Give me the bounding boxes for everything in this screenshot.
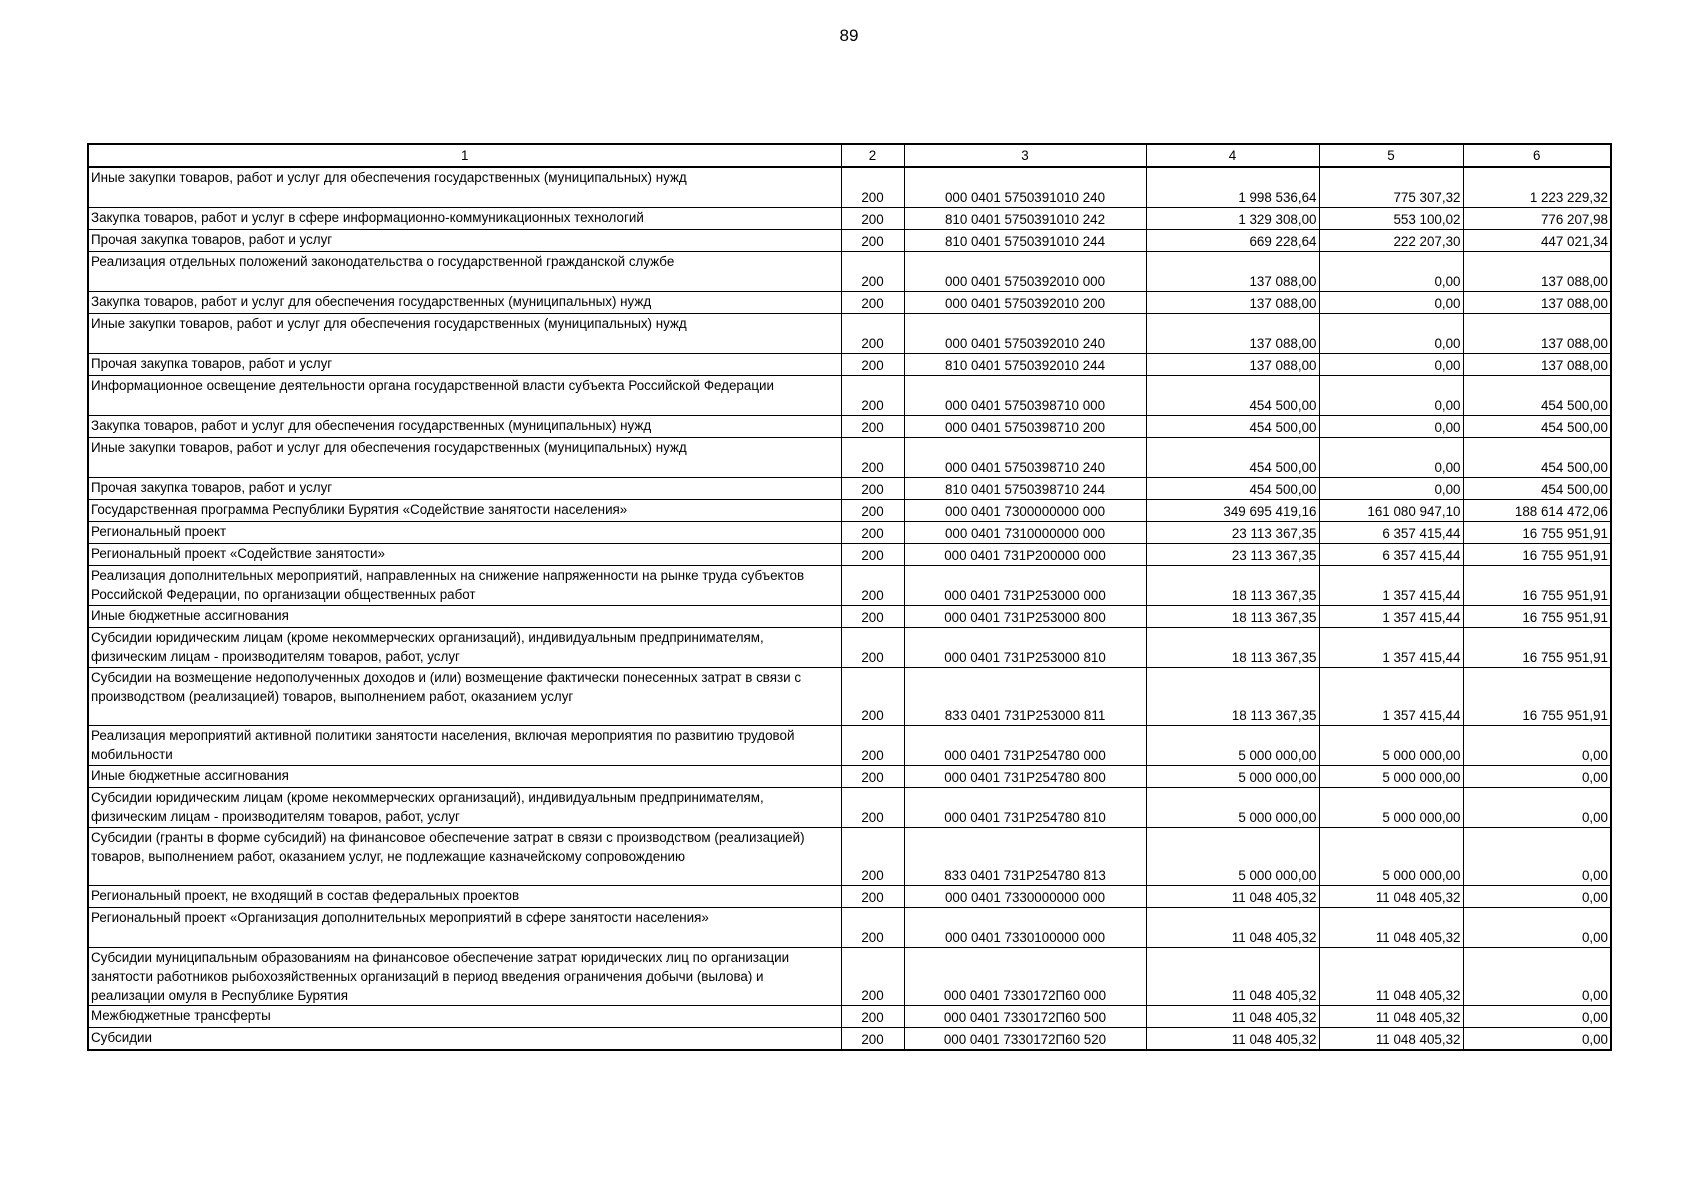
row-col-2: 200: [841, 416, 904, 438]
row-col-5: 5 000 000,00: [1319, 726, 1463, 766]
row-code: 833 0401 731P254780 813: [904, 828, 1146, 886]
row-name: Прочая закупка товаров, работ и услуг: [88, 478, 841, 500]
row-col-6: 0,00: [1463, 908, 1611, 948]
header-row: [88, 144, 1611, 167]
row-col-4: 5 000 000,00: [1146, 788, 1319, 828]
row-code: 000 0401 731P253000 000: [904, 566, 1146, 606]
row-name: Государственная программа Республики Бурятия «Содействие занятости населения»: [88, 500, 841, 522]
row-col-2: 200: [841, 828, 904, 886]
table-row: [88, 828, 1611, 886]
row-col-4: 23 113 367,35: [1146, 544, 1319, 566]
table-row: [88, 908, 1611, 948]
row-col-5: 161 080 947,10: [1319, 500, 1463, 522]
row-col-2: 200: [841, 566, 904, 606]
row-col-2: 200: [841, 208, 904, 230]
table-row: [88, 438, 1611, 478]
row-col-5: 5 000 000,00: [1319, 766, 1463, 788]
row-name: Иные закупки товаров, работ и услуг для обеспечения государственных (муниципальных) нужд: [88, 167, 841, 208]
row-name: Прочая закупка товаров, работ и услуг: [88, 354, 841, 376]
row-name: Иные бюджетные ассигнования: [88, 606, 841, 628]
row-col-4: 1 998 536,64: [1146, 167, 1319, 208]
row-name: Закупка товаров, работ и услуг для обеспечения государственных (муниципальных) нужд: [88, 416, 841, 438]
row-col-2: 200: [841, 1006, 904, 1028]
row-col-6: 137 088,00: [1463, 354, 1611, 376]
row-col-5: 11 048 405,32: [1319, 886, 1463, 908]
row-name: Реализация отдельных положений законодательства о государственной гражданской службе: [88, 252, 841, 292]
row-col-4: 11 048 405,32: [1146, 948, 1319, 1006]
row-code: 000 0401 5750398710 200: [904, 416, 1146, 438]
row-col-5: 553 100,02: [1319, 208, 1463, 230]
row-name: Субсидии (гранты в форме субсидий) на финансовое обеспечение затрат в связи с производством (реализацией) товаров, выполнением работ, оказанием услуг, не подлежащие казначейскому сопровождению: [88, 828, 841, 886]
row-col-5: 222 207,30: [1319, 230, 1463, 252]
row-name: Региональный проект, не входящий в состав федеральных проектов: [88, 886, 841, 908]
row-name: Субсидии муниципальным образованиям на финансовое обеспечение затрат юридических лиц по организации занятости работников рыбохозяйственных организаций в период введения ограничения добычи (вылова) и реализации омуля в Республике Бурятия: [88, 948, 841, 1006]
row-col-2: 200: [841, 478, 904, 500]
row-col-5: 0,00: [1319, 376, 1463, 416]
table-row: [88, 522, 1611, 544]
row-col-5: 0,00: [1319, 252, 1463, 292]
row-col-4: 349 695 419,16: [1146, 500, 1319, 522]
row-col-6: 0,00: [1463, 788, 1611, 828]
row-col-4: 137 088,00: [1146, 252, 1319, 292]
header-col-4: 4: [1146, 144, 1319, 167]
row-col-5: 1 357 415,44: [1319, 628, 1463, 668]
row-col-4: 11 048 405,32: [1146, 1006, 1319, 1028]
row-col-2: 200: [841, 292, 904, 314]
table-row: [88, 314, 1611, 354]
table-row: [88, 766, 1611, 788]
row-col-4: 18 113 367,35: [1146, 628, 1319, 668]
row-col-2: 200: [841, 908, 904, 948]
row-code: 000 0401 731P253000 810: [904, 628, 1146, 668]
table-row: [88, 544, 1611, 566]
row-col-4: 454 500,00: [1146, 478, 1319, 500]
row-col-6: 16 755 951,91: [1463, 668, 1611, 726]
row-code: 000 0401 7330172П60 500: [904, 1006, 1146, 1028]
row-code: 000 0401 731P253000 800: [904, 606, 1146, 628]
row-col-2: 200: [841, 438, 904, 478]
row-col-2: 200: [841, 1028, 904, 1051]
table-row: [88, 416, 1611, 438]
row-col-2: 200: [841, 628, 904, 668]
row-col-5: 0,00: [1319, 354, 1463, 376]
row-code: 000 0401 7300000000 000: [904, 500, 1146, 522]
row-col-2: 200: [841, 230, 904, 252]
header-col-6: 6: [1463, 144, 1611, 167]
budget-table: [87, 143, 1612, 1051]
row-col-6: 16 755 951,91: [1463, 566, 1611, 606]
row-name: Иные закупки товаров, работ и услуг для обеспечения государственных (муниципальных) нужд: [88, 314, 841, 354]
row-code: 000 0401 5750392010 000: [904, 252, 1146, 292]
row-col-4: 23 113 367,35: [1146, 522, 1319, 544]
row-col-6: 16 755 951,91: [1463, 628, 1611, 668]
row-col-2: 200: [841, 354, 904, 376]
table-row: [88, 292, 1611, 314]
row-col-2: 200: [841, 886, 904, 908]
row-col-4: 11 048 405,32: [1146, 886, 1319, 908]
row-name: Субсидии юридическим лицам (кроме некоммерческих организаций), индивидуальным предпринимателям, физическим лицам - производителям товаров, работ, услуг: [88, 788, 841, 828]
table-row: [88, 1006, 1611, 1028]
row-col-2: 200: [841, 668, 904, 726]
row-col-4: 18 113 367,35: [1146, 606, 1319, 628]
row-col-5: 6 357 415,44: [1319, 522, 1463, 544]
row-col-6: 454 500,00: [1463, 438, 1611, 478]
row-col-6: 137 088,00: [1463, 314, 1611, 354]
table-row: [88, 886, 1611, 908]
row-name: Региональный проект: [88, 522, 841, 544]
row-col-5: 775 307,32: [1319, 167, 1463, 208]
table-row: [88, 606, 1611, 628]
row-col-6: 0,00: [1463, 828, 1611, 886]
row-code: 000 0401 731P200000 000: [904, 544, 1146, 566]
table-row: [88, 1028, 1611, 1051]
row-col-2: 200: [841, 522, 904, 544]
row-code: 000 0401 731P254780 800: [904, 766, 1146, 788]
row-col-6: 776 207,98: [1463, 208, 1611, 230]
row-col-5: 0,00: [1319, 416, 1463, 438]
row-col-6: 0,00: [1463, 1028, 1611, 1051]
header-col-5: 5: [1319, 144, 1463, 167]
row-code: 810 0401 5750392010 244: [904, 354, 1146, 376]
row-code: 833 0401 731P253000 811: [904, 668, 1146, 726]
header-col-2: 2: [841, 144, 904, 167]
table-row: [88, 566, 1611, 606]
row-code: 000 0401 731P254780 000: [904, 726, 1146, 766]
header-col-3: 3: [904, 144, 1146, 167]
row-col-2: 200: [841, 376, 904, 416]
row-code: 000 0401 7330172П60 520: [904, 1028, 1146, 1051]
table-row: [88, 252, 1611, 292]
row-col-2: 200: [841, 500, 904, 522]
row-code: 000 0401 5750392010 240: [904, 314, 1146, 354]
row-name: Реализация мероприятий активной политики занятости населения, включая мероприятия по развитию трудовой мобильности: [88, 726, 841, 766]
table-row: [88, 726, 1611, 766]
row-col-2: 200: [841, 766, 904, 788]
table-row: [88, 948, 1611, 1006]
table-row: [88, 668, 1611, 726]
row-col-4: 137 088,00: [1146, 354, 1319, 376]
row-col-5: 11 048 405,32: [1319, 1028, 1463, 1051]
row-code: 810 0401 5750391010 242: [904, 208, 1146, 230]
row-col-4: 5 000 000,00: [1146, 726, 1319, 766]
row-name: Региональный проект «Организация дополнительных мероприятий в сфере занятости населения»: [88, 908, 841, 948]
header-col-1: 1: [88, 144, 841, 167]
row-col-2: 200: [841, 948, 904, 1006]
table-body: [88, 167, 1611, 1050]
row-col-5: 5 000 000,00: [1319, 828, 1463, 886]
row-code: 000 0401 5750398710 240: [904, 438, 1146, 478]
row-code: 000 0401 5750392010 200: [904, 292, 1146, 314]
row-col-6: 0,00: [1463, 766, 1611, 788]
table-row: [88, 628, 1611, 668]
row-col-5: 6 357 415,44: [1319, 544, 1463, 566]
row-col-4: 1 329 308,00: [1146, 208, 1319, 230]
row-col-5: 11 048 405,32: [1319, 908, 1463, 948]
row-name: Прочая закупка товаров, работ и услуг: [88, 230, 841, 252]
row-col-6: 16 755 951,91: [1463, 544, 1611, 566]
row-col-2: 200: [841, 726, 904, 766]
row-col-5: 11 048 405,32: [1319, 948, 1463, 1006]
table-row: [88, 478, 1611, 500]
row-col-4: 18 113 367,35: [1146, 668, 1319, 726]
row-col-5: 0,00: [1319, 478, 1463, 500]
row-code: 810 0401 5750398710 244: [904, 478, 1146, 500]
row-name: Реализация дополнительных мероприятий, направленных на снижение напряженности на рынке труда субъектов Российской Федерации, по организации общественных работ: [88, 566, 841, 606]
row-col-2: 200: [841, 167, 904, 208]
row-col-5: 1 357 415,44: [1319, 566, 1463, 606]
row-name: Межбюджетные трансферты: [88, 1006, 841, 1028]
table-row: [88, 788, 1611, 828]
row-col-6: 16 755 951,91: [1463, 606, 1611, 628]
row-col-6: 188 614 472,06: [1463, 500, 1611, 522]
row-col-2: 200: [841, 252, 904, 292]
table-row: [88, 230, 1611, 252]
row-code: 000 0401 7330000000 000: [904, 886, 1146, 908]
row-col-6: 1 223 229,32: [1463, 167, 1611, 208]
row-col-4: 11 048 405,32: [1146, 1028, 1319, 1051]
row-code: 810 0401 5750391010 244: [904, 230, 1146, 252]
row-name: Информационное освещение деятельности органа государственной власти субъекта Российской Федерации: [88, 376, 841, 416]
row-code: 000 0401 5750391010 240: [904, 167, 1146, 208]
row-col-6: 137 088,00: [1463, 252, 1611, 292]
row-col-6: 0,00: [1463, 726, 1611, 766]
row-col-6: 0,00: [1463, 1006, 1611, 1028]
row-name: Закупка товаров, работ и услуг в сфере информационно-коммуникационных технологий: [88, 208, 841, 230]
row-col-4: 18 113 367,35: [1146, 566, 1319, 606]
row-name: Иные бюджетные ассигнования: [88, 766, 841, 788]
row-col-6: 454 500,00: [1463, 376, 1611, 416]
row-col-4: 137 088,00: [1146, 292, 1319, 314]
row-col-6: 137 088,00: [1463, 292, 1611, 314]
row-name: Субсидии на возмещение недополученных доходов и (или) возмещение фактически понесенных затрат в связи с производством (реализацией) товаров, выполнением работ, оказанием услуг: [88, 668, 841, 726]
table-row: [88, 376, 1611, 416]
row-code: 000 0401 731P254780 810: [904, 788, 1146, 828]
table-row: [88, 208, 1611, 230]
row-col-6: 447 021,34: [1463, 230, 1611, 252]
row-code: 000 0401 5750398710 000: [904, 376, 1146, 416]
row-col-2: 200: [841, 606, 904, 628]
row-col-6: 454 500,00: [1463, 416, 1611, 438]
row-col-4: 454 500,00: [1146, 438, 1319, 478]
table-row: [88, 167, 1611, 208]
row-code: 000 0401 7330172П60 000: [904, 948, 1146, 1006]
row-col-4: 454 500,00: [1146, 376, 1319, 416]
row-col-2: 200: [841, 788, 904, 828]
row-col-5: 1 357 415,44: [1319, 668, 1463, 726]
row-col-5: 0,00: [1319, 438, 1463, 478]
row-col-4: 137 088,00: [1146, 314, 1319, 354]
row-name: Субсидии: [88, 1028, 841, 1051]
row-col-6: 454 500,00: [1463, 478, 1611, 500]
page-number: 89: [839, 26, 859, 45]
row-name: Иные закупки товаров, работ и услуг для обеспечения государственных (муниципальных) нужд: [88, 438, 841, 478]
row-col-6: 0,00: [1463, 948, 1611, 1006]
table-row: [88, 354, 1611, 376]
row-col-5: 1 357 415,44: [1319, 606, 1463, 628]
row-col-4: 454 500,00: [1146, 416, 1319, 438]
row-name: Закупка товаров, работ и услуг для обеспечения государственных (муниципальных) нужд: [88, 292, 841, 314]
row-col-6: 16 755 951,91: [1463, 522, 1611, 544]
row-name: Субсидии юридическим лицам (кроме некоммерческих организаций), индивидуальным предпринимателям, физическим лицам - производителям товаров, работ, услуг: [88, 628, 841, 668]
row-col-5: 0,00: [1319, 292, 1463, 314]
row-code: 000 0401 7310000000 000: [904, 522, 1146, 544]
row-col-5: 5 000 000,00: [1319, 788, 1463, 828]
row-name: Региональный проект «Содействие занятости»: [88, 544, 841, 566]
row-col-4: 669 228,64: [1146, 230, 1319, 252]
row-col-6: 0,00: [1463, 886, 1611, 908]
row-col-5: 11 048 405,32: [1319, 1006, 1463, 1028]
row-col-4: 11 048 405,32: [1146, 908, 1319, 948]
row-code: 000 0401 7330100000 000: [904, 908, 1146, 948]
row-col-2: 200: [841, 544, 904, 566]
row-col-5: 0,00: [1319, 314, 1463, 354]
row-col-4: 5 000 000,00: [1146, 766, 1319, 788]
table-row: [88, 500, 1611, 522]
row-col-4: 5 000 000,00: [1146, 828, 1319, 886]
row-col-2: 200: [841, 314, 904, 354]
